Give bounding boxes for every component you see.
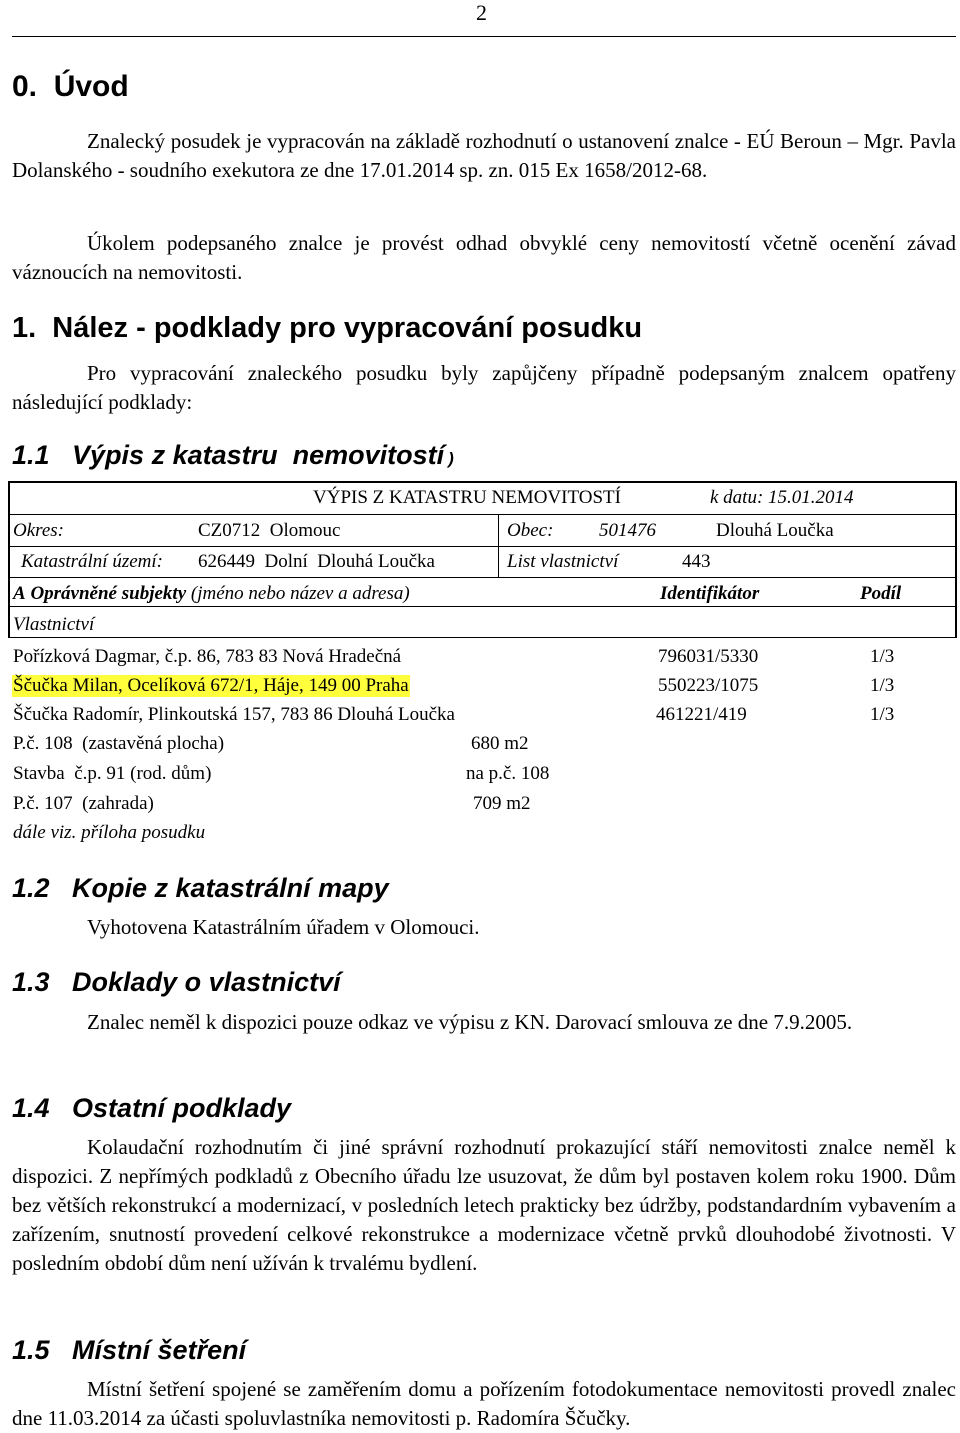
ku-value: 626449 Dolní Dlouhá Loučka	[198, 551, 435, 572]
section-1-1-heading: 1.1 Výpis z katastru nemovitostí	[12, 440, 445, 470]
owner-id: 461221/419	[656, 704, 747, 725]
section-a-note: (jméno nebo název a adresa)	[190, 583, 410, 604]
owner-share: 1/3	[870, 704, 895, 725]
parcel-desc: Stavba č.p. 91 (rod. dům)	[13, 763, 212, 784]
table-rule-1	[8, 514, 956, 515]
section-0-para-2: Úkolem podepsaného znalce je provést odhad obvyklé ceny nemovitostí včetně ocenění závad váznoucích na nemovitosti.	[12, 231, 956, 284]
section-0-para-1: Znalecký posudek je vypracován na základě rozhodnutí o ustanovení znalce - EÚ Beroun – Mgr. Pavla Dolanského - soudního exekutora ze dne 17.01.2014 sp. zn. 015 Ex 1658/2012-68.	[12, 129, 956, 182]
parcel-value: na p.č. 108	[466, 763, 550, 784]
table-rule-3	[8, 577, 956, 578]
table-rule-2	[8, 546, 956, 547]
section-1-4-para: Kolaudační rozhodnutím či jiné správní rozhodnutí prokazující stáří nemovitosti znalce neměl k dispozici. Z nepřímých podkladů z Obecního úřadu lze usuzovat, že dům byl postaven kolem roku 1900. Dům bez větších rekonstrukcí a modernizací, v posledních letech prakticky bez údržby, podstandardním vybavením a zařízením, snutností provedení celkové rekonstrukce a modernizace včetně prvků dlouhodobé životnosti. V posledním období dům není užíván k trvalému bydlení.	[12, 1135, 956, 1275]
header-rule	[12, 36, 956, 37]
section-0-heading: 0. Úvod	[12, 70, 129, 103]
obec-code: 501476	[599, 520, 656, 541]
table-footer: dále viz. příloha posudku	[13, 822, 206, 843]
section-1-4-heading: 1.4 Ostatní podklady	[12, 1093, 292, 1123]
owner-share: 1/3	[870, 646, 895, 667]
table-top-rule	[8, 481, 956, 483]
okres-label: Okres:	[13, 520, 64, 541]
ku-label: Katastrální území:	[21, 551, 163, 572]
vlastnictvi-label: Vlastnictví	[13, 614, 95, 635]
table-rule-5	[8, 637, 956, 638]
section-1-3-para: Znalec neměl k dispozici pouze odkaz ve výpisu z KN. Darovací smlouva ze dne 7.9.2005.	[87, 1010, 853, 1034]
owner-share: 1/3	[870, 675, 895, 696]
table-right-rule	[955, 481, 957, 638]
section-1-1-heading-wrap	[12, 440, 454, 471]
owner-id: 550223/1075	[658, 675, 759, 696]
obec-label: Obec:	[507, 520, 554, 541]
section-1-heading: 1. Nález - podklady pro vypracování posudku	[12, 312, 643, 344]
lv-label: List vlastnictví	[507, 551, 619, 572]
obec-name: Dlouhá Loučka	[716, 520, 834, 541]
table-mid-divider	[498, 514, 499, 577]
table-left-rule	[8, 481, 10, 638]
section-1-1-heading-paren: )	[448, 449, 454, 468]
col-identifikator: Identifikátor	[660, 583, 760, 604]
section-1-5-heading: 1.5 Místní šetření	[12, 1335, 247, 1365]
section-1-2-heading: 1.2 Kopie z katastrální mapy	[12, 873, 389, 903]
owner-id: 796031/5330	[658, 646, 759, 667]
owner-name: Ščučka Radomír, Plinkoutská 157, 783 86 Dlouhá Loučka	[13, 704, 455, 725]
okres-value: CZ0712 Olomouc	[198, 520, 341, 541]
owner-name: Pořízková Dagmar, č.p. 86, 783 83 Nová Hradečná	[13, 646, 402, 667]
page-number: 2	[476, 0, 487, 25]
section-a-header	[13, 583, 410, 605]
parcel-desc: P.č. 107 (zahrada)	[13, 793, 154, 814]
section-1-5-para: Místní šetření spojené se zaměřením domu a pořízením fotodokumentace nemovitosti provedl znalec dne 11.03.2014 za účasti spoluvlastníka nemovitosti p. Radomíra Ščučky.	[12, 1377, 956, 1430]
section-1-para: Pro vypracování znaleckého posudku byly zapůjčeny případně podepsaným znalcem opatřeny následující podklady:	[12, 361, 956, 414]
table-title: VÝPIS Z KATASTRU NEMOVITOSTÍ	[313, 487, 621, 508]
lv-value: 443	[682, 551, 711, 572]
parcel-value: 680 m2	[471, 733, 529, 754]
table-date: k datu: 15.01.2014	[710, 487, 854, 508]
section-a-title: Oprávněné subjekty	[30, 583, 187, 604]
col-podil: Podíl	[860, 583, 902, 604]
owner-name-highlighted: Ščučka Milan, Ocelíková 672/1, Háje, 149 00 Praha	[13, 675, 409, 696]
parcel-value: 709 m2	[473, 793, 531, 814]
section-a-letter: A	[13, 583, 26, 604]
section-1-2-para: Vyhotovena Katastrálním úřadem v Olomouci.	[87, 915, 480, 939]
parcel-desc: P.č. 108 (zastavěná plocha)	[13, 733, 225, 754]
table-rule-4	[8, 606, 956, 607]
section-1-3-heading: 1.3 Doklady o vlastnictví	[12, 967, 341, 997]
